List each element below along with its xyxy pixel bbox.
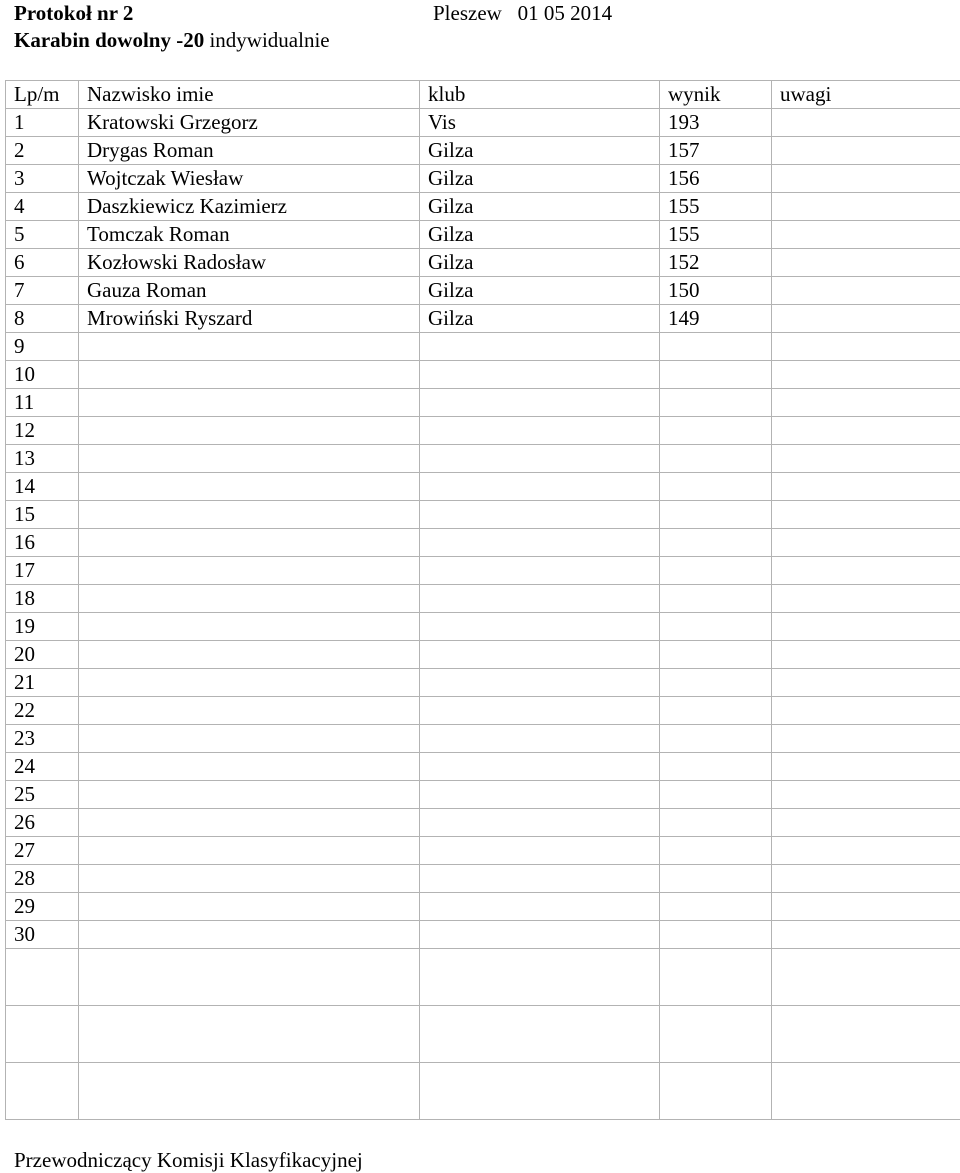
cell-remarks (772, 585, 960, 613)
event-type: indywidualnie (204, 28, 329, 52)
place-date: Pleszew 01 05 2014 (433, 0, 612, 26)
cell-name: Drygas Roman (79, 137, 420, 165)
cell-lp: 10 (6, 361, 79, 389)
table-row (6, 613, 960, 641)
cell-remarks (772, 501, 960, 529)
cell-remarks (772, 473, 960, 501)
cell-club (420, 865, 660, 893)
table-row (6, 781, 960, 809)
table-row (6, 669, 960, 697)
table-row (6, 221, 960, 249)
col-header-name: Nazwisko imie (79, 81, 420, 109)
cell-club (420, 417, 660, 445)
cell-remarks (772, 1063, 960, 1120)
cell-lp (6, 1063, 79, 1120)
event-name: Karabin dowolny -20 (14, 28, 204, 52)
table-row (6, 949, 960, 1006)
cell-club (420, 333, 660, 361)
cell-lp: 6 (6, 249, 79, 277)
cell-name (79, 753, 420, 781)
protocol-title: Protokoł nr 2 (14, 0, 133, 26)
cell-name: Wojtczak Wiesław (79, 165, 420, 193)
table-row (6, 753, 960, 781)
cell-remarks (772, 753, 960, 781)
cell-lp: 19 (6, 613, 79, 641)
cell-club (420, 473, 660, 501)
table-row (6, 417, 960, 445)
cell-score: 152 (660, 249, 772, 277)
cell-lp: 12 (6, 417, 79, 445)
table-row (6, 305, 960, 333)
cell-remarks (772, 921, 960, 949)
cell-score (660, 893, 772, 921)
cell-name (79, 389, 420, 417)
cell-name (79, 529, 420, 557)
cell-score (660, 641, 772, 669)
cell-remarks (772, 389, 960, 417)
cell-score: 155 (660, 193, 772, 221)
table-row (6, 333, 960, 361)
table-row (6, 557, 960, 585)
cell-remarks (772, 137, 960, 165)
cell-score (660, 865, 772, 893)
cell-remarks (772, 249, 960, 277)
cell-lp: 7 (6, 277, 79, 305)
cell-lp: 8 (6, 305, 79, 333)
table-row (6, 389, 960, 417)
table-row (6, 165, 960, 193)
cell-remarks (772, 277, 960, 305)
cell-club (420, 641, 660, 669)
table-row (6, 361, 960, 389)
table-header-row (6, 81, 960, 109)
cell-name: Gauza Roman (79, 277, 420, 305)
table-row (6, 277, 960, 305)
cell-score (660, 445, 772, 473)
cell-score (660, 725, 772, 753)
cell-name: Mrowiński Ryszard (79, 305, 420, 333)
event-title (14, 27, 330, 53)
cell-lp: 22 (6, 697, 79, 725)
cell-club (420, 669, 660, 697)
cell-club: Gilza (420, 193, 660, 221)
cell-club: Gilza (420, 221, 660, 249)
cell-name (79, 557, 420, 585)
cell-score (660, 809, 772, 837)
cell-club (420, 1006, 660, 1063)
cell-club (420, 585, 660, 613)
cell-lp: 18 (6, 585, 79, 613)
table-row (6, 641, 960, 669)
table-row (6, 893, 960, 921)
cell-remarks (772, 893, 960, 921)
cell-remarks (772, 781, 960, 809)
cell-score (660, 697, 772, 725)
table-row (6, 921, 960, 949)
table-row (6, 1006, 960, 1063)
cell-name (79, 669, 420, 697)
cell-club (420, 809, 660, 837)
cell-club: Gilza (420, 305, 660, 333)
cell-remarks (772, 809, 960, 837)
cell-lp: 4 (6, 193, 79, 221)
cell-lp: 29 (6, 893, 79, 921)
cell-score: 149 (660, 305, 772, 333)
cell-club (420, 361, 660, 389)
cell-score (660, 613, 772, 641)
cell-score: 156 (660, 165, 772, 193)
cell-score (660, 781, 772, 809)
cell-lp: 16 (6, 529, 79, 557)
cell-lp: 9 (6, 333, 79, 361)
cell-score (660, 669, 772, 697)
cell-score (660, 417, 772, 445)
cell-remarks (772, 557, 960, 585)
cell-remarks (772, 221, 960, 249)
cell-name (79, 445, 420, 473)
cell-remarks (772, 613, 960, 641)
cell-name: Kozłowski Radosław (79, 249, 420, 277)
table-row (6, 1063, 960, 1120)
cell-score (660, 1063, 772, 1120)
cell-lp: 24 (6, 753, 79, 781)
table-row (6, 865, 960, 893)
cell-score (660, 361, 772, 389)
table-row (6, 837, 960, 865)
cell-lp: 30 (6, 921, 79, 949)
table-row (6, 109, 960, 137)
cell-club (420, 501, 660, 529)
cell-name (79, 697, 420, 725)
cell-club (420, 781, 660, 809)
cell-club (420, 445, 660, 473)
cell-name (79, 501, 420, 529)
cell-score (660, 333, 772, 361)
cell-club: Gilza (420, 165, 660, 193)
cell-score (660, 585, 772, 613)
cell-name (79, 725, 420, 753)
table-row (6, 137, 960, 165)
cell-remarks (772, 333, 960, 361)
cell-score (660, 949, 772, 1006)
cell-name: Tomczak Roman (79, 221, 420, 249)
cell-score: 155 (660, 221, 772, 249)
cell-name (79, 585, 420, 613)
cell-name (79, 417, 420, 445)
cell-remarks (772, 865, 960, 893)
cell-lp: 17 (6, 557, 79, 585)
cell-remarks (772, 193, 960, 221)
table-row (6, 501, 960, 529)
cell-lp: 11 (6, 389, 79, 417)
cell-lp: 27 (6, 837, 79, 865)
cell-name (79, 361, 420, 389)
cell-club (420, 725, 660, 753)
cell-club: Gilza (420, 249, 660, 277)
col-header-club: klub (420, 81, 660, 109)
table-row (6, 445, 960, 473)
cell-remarks (772, 165, 960, 193)
cell-score: 157 (660, 137, 772, 165)
cell-club: Gilza (420, 277, 660, 305)
cell-name (79, 613, 420, 641)
table-row (6, 249, 960, 277)
cell-club: Gilza (420, 137, 660, 165)
cell-name (79, 809, 420, 837)
cell-name (79, 1006, 420, 1063)
cell-remarks (772, 109, 960, 137)
table-row (6, 697, 960, 725)
cell-remarks (772, 949, 960, 1006)
cell-club (420, 557, 660, 585)
table-row (6, 529, 960, 557)
table-row (6, 725, 960, 753)
cell-remarks (772, 697, 960, 725)
table-row (6, 193, 960, 221)
cell-lp: 15 (6, 501, 79, 529)
results-table (5, 80, 960, 1120)
cell-club (420, 697, 660, 725)
cell-lp (6, 1006, 79, 1063)
cell-remarks (772, 669, 960, 697)
cell-name (79, 949, 420, 1006)
cell-name (79, 921, 420, 949)
signature-label: Przewodniczący Komisji Klasyfikacyjnej (14, 1147, 363, 1173)
table-row (6, 585, 960, 613)
cell-lp: 13 (6, 445, 79, 473)
cell-name: Kratowski Grzegorz (79, 109, 420, 137)
cell-score (660, 557, 772, 585)
cell-lp: 20 (6, 641, 79, 669)
cell-score: 150 (660, 277, 772, 305)
cell-score (660, 753, 772, 781)
cell-club (420, 949, 660, 1006)
cell-score (660, 921, 772, 949)
table-row (6, 809, 960, 837)
cell-club (420, 1063, 660, 1120)
cell-score (660, 389, 772, 417)
cell-name (79, 1063, 420, 1120)
cell-club: Vis (420, 109, 660, 137)
cell-club (420, 921, 660, 949)
cell-name (79, 333, 420, 361)
cell-score: 193 (660, 109, 772, 137)
cell-lp: 28 (6, 865, 79, 893)
col-header-remarks: uwagi (772, 81, 960, 109)
cell-name (79, 837, 420, 865)
cell-club (420, 389, 660, 417)
cell-remarks (772, 725, 960, 753)
cell-name: Daszkiewicz Kazimierz (79, 193, 420, 221)
cell-name (79, 473, 420, 501)
cell-name (79, 781, 420, 809)
cell-club (420, 893, 660, 921)
cell-lp: 14 (6, 473, 79, 501)
cell-remarks (772, 529, 960, 557)
cell-score (660, 529, 772, 557)
cell-remarks (772, 641, 960, 669)
col-header-score: wynik (660, 81, 772, 109)
cell-club (420, 529, 660, 557)
cell-remarks (772, 445, 960, 473)
cell-club (420, 613, 660, 641)
cell-club (420, 837, 660, 865)
cell-score (660, 1006, 772, 1063)
cell-remarks (772, 837, 960, 865)
cell-name (79, 893, 420, 921)
cell-score (660, 473, 772, 501)
cell-remarks (772, 305, 960, 333)
cell-score (660, 837, 772, 865)
cell-name (79, 865, 420, 893)
cell-lp: 25 (6, 781, 79, 809)
cell-lp: 26 (6, 809, 79, 837)
cell-lp: 21 (6, 669, 79, 697)
cell-remarks (772, 361, 960, 389)
cell-lp: 3 (6, 165, 79, 193)
cell-lp (6, 949, 79, 1006)
cell-lp: 23 (6, 725, 79, 753)
cell-lp: 1 (6, 109, 79, 137)
cell-club (420, 753, 660, 781)
results-table-body (6, 81, 960, 1120)
cell-name (79, 641, 420, 669)
cell-lp: 5 (6, 221, 79, 249)
cell-remarks (772, 1006, 960, 1063)
table-row (6, 473, 960, 501)
cell-lp: 2 (6, 137, 79, 165)
col-header-lp: Lp/m (6, 81, 79, 109)
cell-remarks (772, 417, 960, 445)
cell-score (660, 501, 772, 529)
